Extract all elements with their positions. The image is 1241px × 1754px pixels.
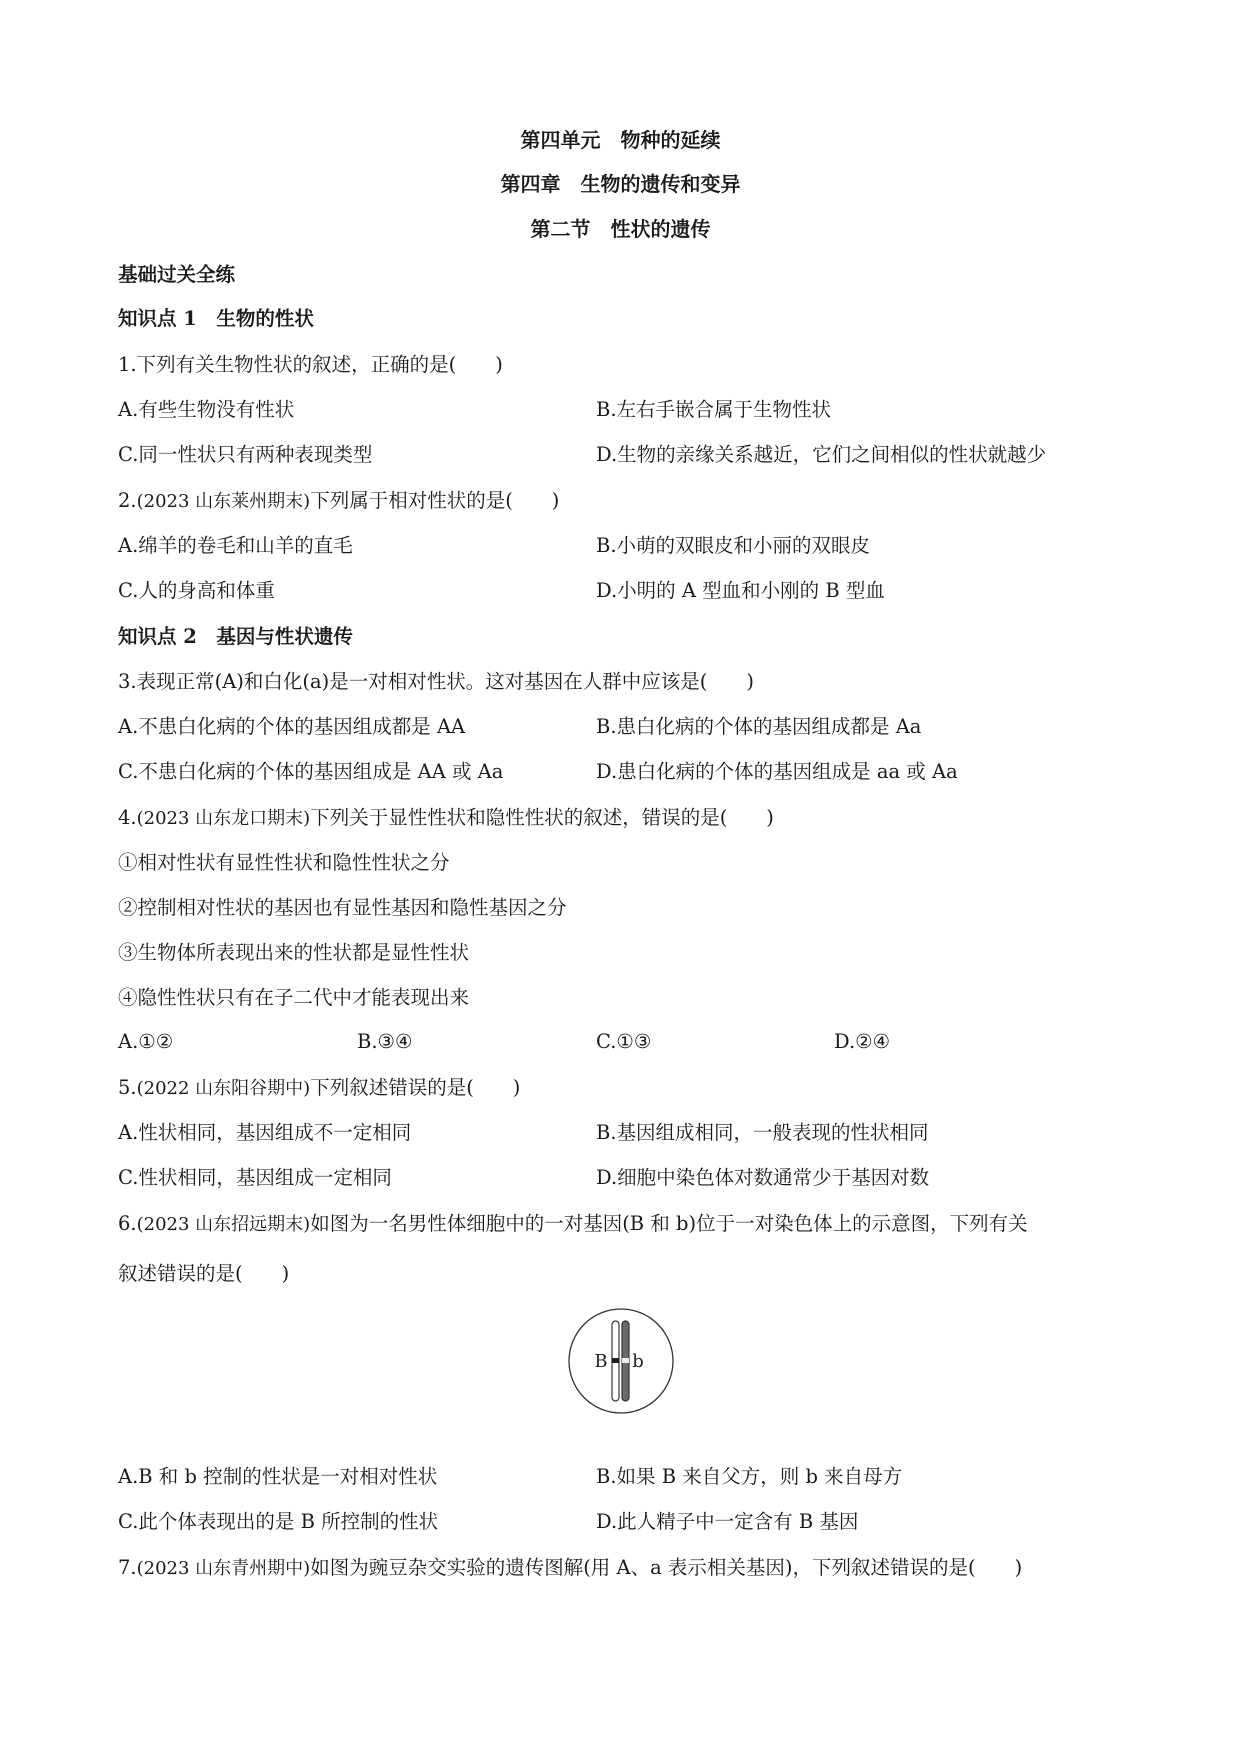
question-1-option-d: D.生物的亲缘关系越近，它们之间相似的性状就越少 bbox=[596, 443, 1047, 466]
question-2-stem: 下列属于相对性状的是( ) bbox=[310, 489, 560, 512]
chromosome-pair-diagram bbox=[565, 1305, 677, 1417]
question-5-option-a: A.性状相同，基因组成不一定相同 bbox=[118, 1121, 412, 1144]
knowledge-point-1: 知识点 1 生物的性状 bbox=[118, 307, 314, 330]
question-6-option-a: A.B 和 b 控制的性状是一对相对性状 bbox=[118, 1465, 438, 1488]
question-4-statement-1: ①相对性状有显性性状和隐性性状之分 bbox=[118, 851, 450, 874]
question-4-statement-4: ④隐性性状只有在子二代中才能表现出来 bbox=[118, 986, 470, 1009]
question-1-option-a: A.有些生物没有性状 bbox=[118, 398, 295, 421]
gene-label-b-lower: b bbox=[632, 1351, 644, 1372]
question-6-source: (2023 山东招远期末) bbox=[136, 1214, 311, 1235]
question-6-option-c: C.此个体表现出的是 B 所控制的性状 bbox=[118, 1510, 439, 1533]
question-6-stem-line bbox=[118, 1212, 1028, 1237]
question-4-stem-line bbox=[118, 806, 774, 831]
practice-title: 基础过关全练 bbox=[118, 263, 236, 286]
question-2-option-a: A.绵羊的卷毛和山羊的直毛 bbox=[118, 534, 353, 557]
question-5-option-d: D.细胞中染色体对数通常少于基因对数 bbox=[596, 1166, 930, 1189]
question-5-stem-line bbox=[118, 1076, 520, 1101]
question-4-option-a: A.①② bbox=[118, 1030, 174, 1053]
question-4-statement-2: ②控制相对性状的基因也有显性基因和隐性基因之分 bbox=[118, 896, 567, 919]
question-2-option-b: B.小萌的双眼皮和小丽的双眼皮 bbox=[596, 534, 871, 557]
question-4-source: (2023 山东龙口期末) bbox=[136, 808, 311, 829]
question-4-stem: 下列关于显性性状和隐性性状的叙述，错误的是( ) bbox=[310, 806, 774, 829]
question-7-source: (2023 山东青州期中) bbox=[136, 1558, 311, 1579]
question-3-stem: 3.表现正常(A)和白化(a)是一对相对性状。这对基因在人群中应该是( ) bbox=[118, 670, 754, 693]
question-7-stem: 如图为豌豆杂交实验的遗传图解(用 A、a 表示相关基因)，下列叙述错误的是( ) bbox=[310, 1556, 1023, 1579]
question-3-option-d: D.患白化病的个体的基因组成是 aa 或 Aa bbox=[596, 760, 958, 783]
question-1-option-b: B.左右手嵌合属于生物性状 bbox=[596, 398, 832, 421]
question-6-option-b: B.如果 B 来自父方，则 b 来自母方 bbox=[596, 1465, 903, 1488]
right-gene-locus bbox=[622, 1358, 629, 1363]
question-4-option-b: B.③④ bbox=[357, 1030, 413, 1053]
question-7-number: 7. bbox=[118, 1556, 137, 1579]
question-1-option-c: C.同一性状只有两种表现类型 bbox=[118, 443, 373, 466]
question-5-option-b: B.基因组成相同，一般表现的性状相同 bbox=[596, 1121, 929, 1144]
question-2-number: 2. bbox=[118, 489, 137, 512]
question-3-option-c: C.不患白化病的个体的基因组成是 AA 或 Aa bbox=[118, 760, 504, 783]
question-4-option-d: D.②④ bbox=[834, 1030, 891, 1053]
gene-label-b-upper: B bbox=[594, 1351, 608, 1372]
left-gene-locus bbox=[612, 1358, 619, 1363]
question-2-stem-line bbox=[118, 489, 559, 514]
question-2-source: (2023 山东莱州期末) bbox=[136, 491, 311, 512]
question-5-source: (2022 山东阳谷期中) bbox=[136, 1078, 311, 1099]
question-4-option-c: C.①③ bbox=[596, 1030, 652, 1053]
chapter-title: 第四章 生物的遗传和变异 bbox=[500, 172, 741, 196]
question-6-number: 6. bbox=[118, 1212, 137, 1235]
question-6-stem-line-1: 如图为一名男性体细胞中的一对基因(B 和 b)位于一对染色体上的示意图，下列有关 bbox=[310, 1212, 1028, 1235]
question-4-statement-3: ③生物体所表现出来的性状都是显性性状 bbox=[118, 941, 470, 964]
question-7-stem-line bbox=[118, 1556, 1022, 1581]
unit-title: 第四单元 物种的延续 bbox=[520, 128, 721, 152]
question-5-option-c: C.性状相同，基因组成一定相同 bbox=[118, 1166, 392, 1189]
question-6-option-d: D.此人精子中一定含有 B 基因 bbox=[596, 1510, 859, 1533]
section-title: 第二节 性状的遗传 bbox=[530, 217, 711, 241]
question-6-stem-line-2: 叙述错误的是( ) bbox=[118, 1262, 290, 1285]
knowledge-point-2: 知识点 2 基因与性状遗传 bbox=[118, 625, 353, 648]
question-4-number: 4. bbox=[118, 806, 137, 829]
question-1-stem: 1.下列有关生物性状的叙述，正确的是( ) bbox=[118, 353, 503, 376]
question-2-option-d: D.小明的 A 型血和小刚的 B 型血 bbox=[596, 579, 885, 602]
question-3-option-b: B.患白化病的个体的基因组成都是 Aa bbox=[596, 715, 922, 738]
question-2-option-c: C.人的身高和体重 bbox=[118, 579, 275, 602]
cell-outline bbox=[569, 1309, 673, 1413]
question-5-stem: 下列叙述错误的是( ) bbox=[310, 1076, 521, 1099]
question-5-number: 5. bbox=[118, 1076, 137, 1099]
question-3-option-a: A.不患白化病的个体的基因组成都是 AA bbox=[118, 715, 466, 738]
